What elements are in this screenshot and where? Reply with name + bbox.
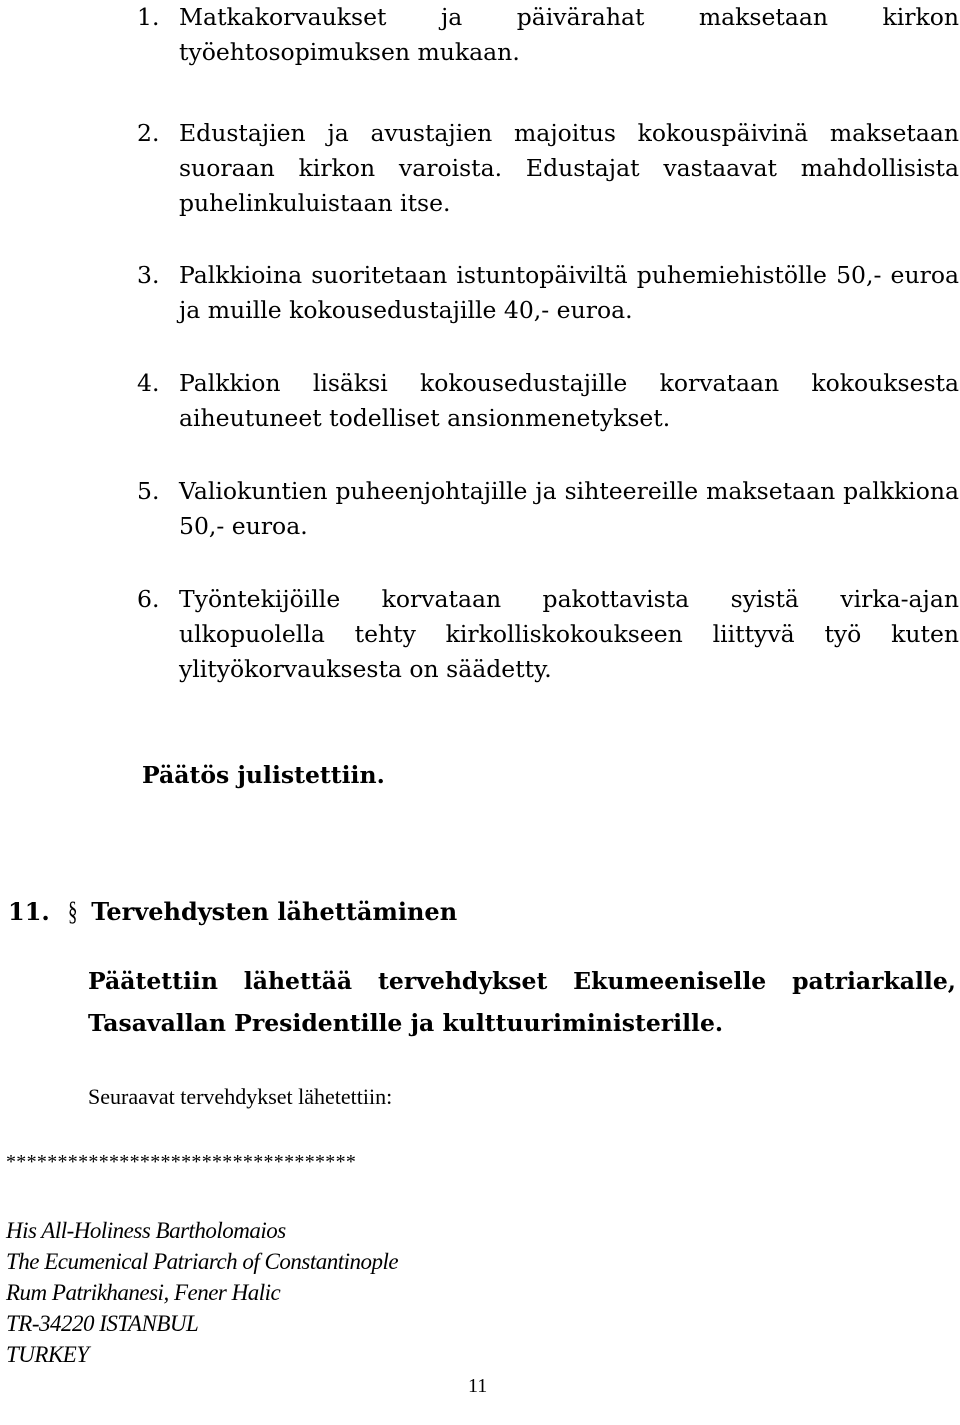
- list-text: Työntekijöille korvataan pakottavista syistä virka-ajan ulkopuolella tehty kirkolliskokoukseen liittyvä työ kuten ylityökorvauksesta on säädetty.: [179, 585, 959, 683]
- list-item-4: [137, 366, 959, 436]
- list-text: Edustajien ja avustajien majoitus kokouspäivinä maksetaan suoraan kirkon varoista. Edustajat vastaavat mahdollisista puhelinkuluistaan itse.: [179, 119, 959, 217]
- list-item-2: [137, 116, 959, 221]
- address-line: TR-34220 ISTANBUL: [6, 1311, 199, 1336]
- section-title: Tervehdysten lähettäminen: [91, 897, 458, 926]
- section-number: 11.: [8, 897, 50, 926]
- list-text: Palkkion lisäksi kokousedustajille korvataan kokouksesta aiheutuneet todelliset ansionmenetykset.: [179, 369, 959, 432]
- list-item-5: [137, 474, 959, 544]
- list-number: 5.: [137, 477, 160, 505]
- list-number: 1.: [137, 3, 160, 31]
- list-number: 2.: [137, 119, 160, 147]
- separator-line: **********************************: [6, 1151, 357, 1173]
- list-item-3: [137, 258, 959, 328]
- address-block: [6, 1215, 398, 1370]
- list-number: 4.: [137, 369, 160, 397]
- decision-text: Päätettiin lähettää tervehdykset Ekumeeniselle patriarkalle, Tasavallan Presidentille ja kulttuuriministerille.: [88, 967, 956, 1037]
- decision-announced: Päätös julistettiin.: [142, 761, 385, 789]
- list-number: 3.: [137, 261, 160, 289]
- followup-text: Seuraavat tervehdykset lähetettiin:: [88, 1084, 393, 1109]
- section-sign: §: [67, 896, 78, 926]
- address-line: His All-Holiness Bartholomaios: [6, 1218, 286, 1243]
- list-number: 6.: [137, 585, 160, 613]
- address-line: Rum Patrikhanesi, Fener Halic: [6, 1280, 281, 1305]
- list-text: Palkkioina suoritetaan istuntopäiviltä puhemiehistölle 50,- euroa ja muille kokousedustajille 40,- euroa.: [179, 261, 959, 324]
- address-line: The Ecumenical Patriarch of Constantinople: [6, 1249, 399, 1274]
- list-item-1: [137, 0, 959, 70]
- list-text: Matkakorvaukset ja päivärahat maksetaan kirkon työehtosopimuksen mukaan.: [179, 3, 959, 66]
- section-heading: [8, 893, 457, 930]
- list-item-6: [137, 582, 959, 687]
- list-text: Valiokuntien puheenjohtajille ja sihteereille maksetaan palkkiona 50,- euroa.: [179, 477, 959, 540]
- address-line: TURKEY: [6, 1342, 89, 1367]
- page-number: 11: [468, 1375, 488, 1397]
